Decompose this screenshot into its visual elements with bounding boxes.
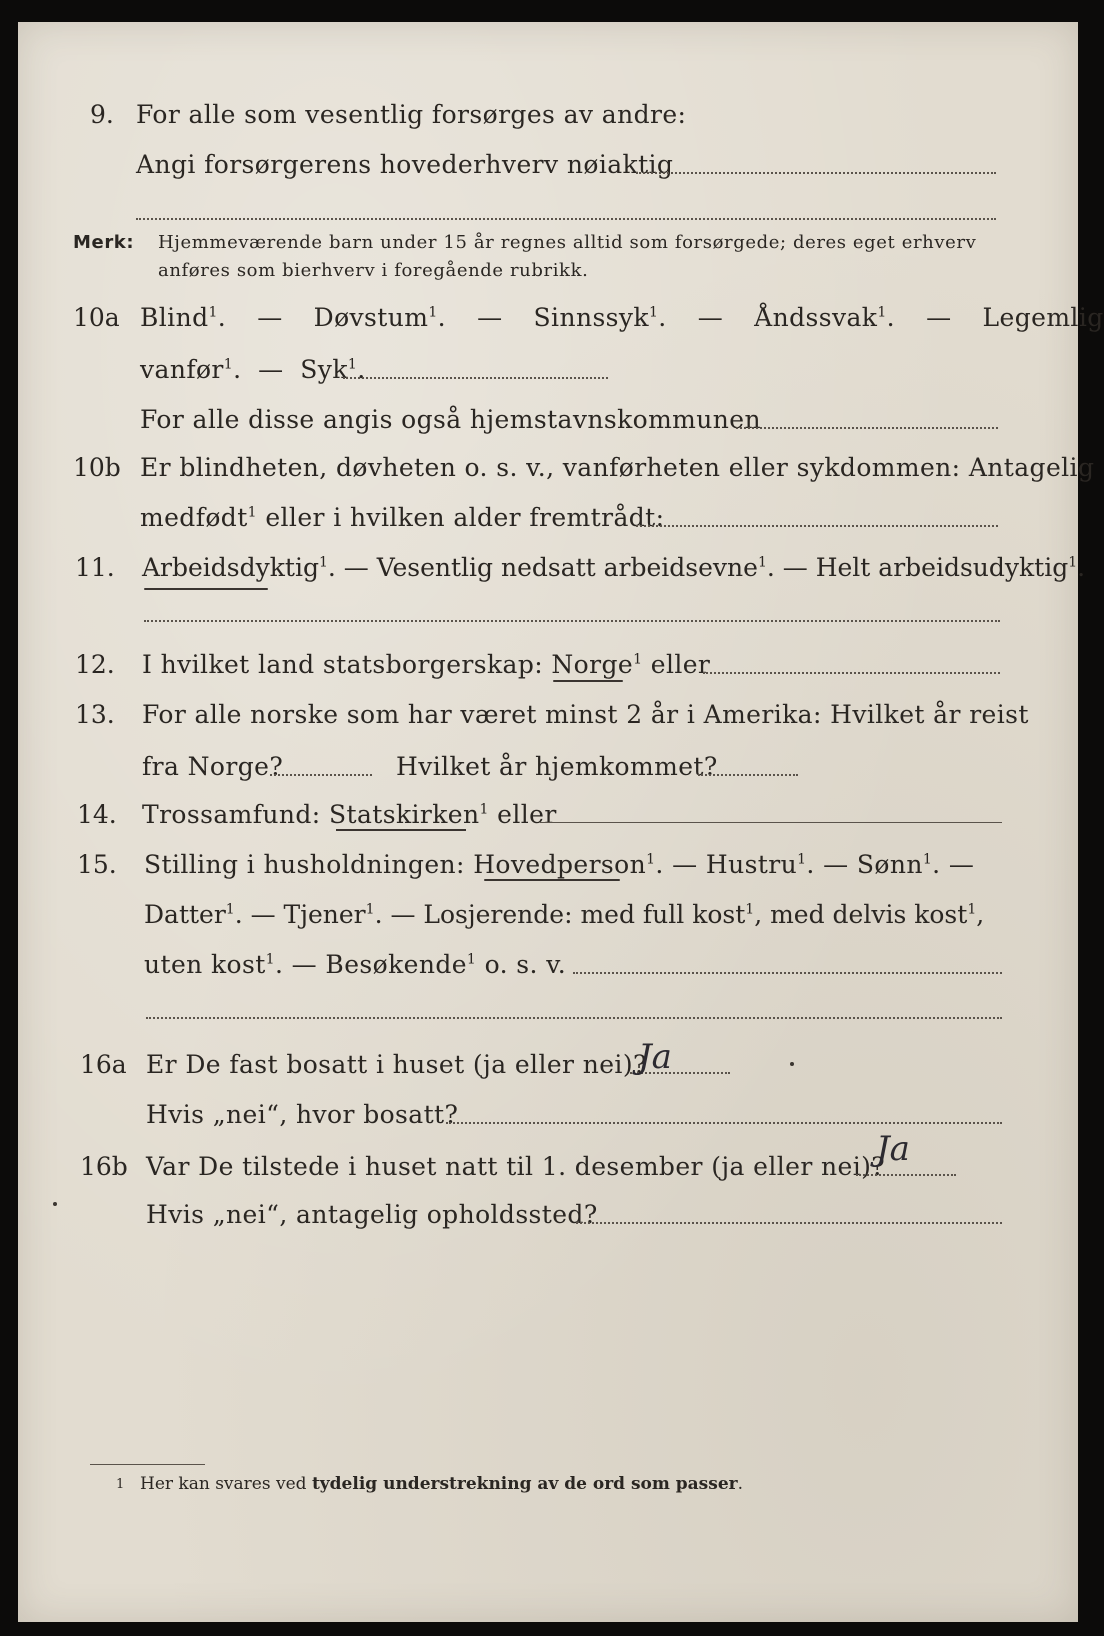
q16b-answer-field[interactable] xyxy=(856,1174,956,1176)
q10a-legemlig: Legemlig xyxy=(982,303,1104,332)
merk-line1: Hjemmeværende barn under 15 år regnes alltid som forsørgede; deres eget erhverv xyxy=(158,232,977,253)
q10b-number: 10b xyxy=(73,453,121,482)
q11-number: 11. xyxy=(75,553,115,582)
q9-line1: For alle som vesentlig forsørges av andre: xyxy=(136,100,687,129)
q15-underline-mark xyxy=(484,879,620,881)
q10a-line1: Blind$^1$. — Døvstum$^1$. — Sinnssyk$^1$. — Åndssvak$^1$. — Legemlig xyxy=(140,303,1104,332)
q15-number: 15. xyxy=(77,850,117,879)
q10a-answer-field[interactable] xyxy=(343,377,608,379)
q15-answer-field-2[interactable] xyxy=(146,1017,1002,1019)
q16a-line1: Er De fast bosatt i huset (ja eller nei)? xyxy=(146,1050,647,1079)
q13-line1: For alle norske som har været minst 2 år i Amerika: Hvilket år reist xyxy=(142,700,1029,729)
q16a-bosatt-field[interactable] xyxy=(446,1122,1002,1124)
q12-underline-mark xyxy=(553,680,623,682)
q11-line: Arbeidsdyktig$^1$. — Vesentlig nedsatt arbeidsevne$^1$. — Helt arbeidsudyktig$^1$. xyxy=(142,553,1086,582)
q10a-hjemstavn-field[interactable] xyxy=(736,427,998,429)
q10a-number: 10a xyxy=(73,303,120,332)
footnote-mark: 1 xyxy=(116,1477,125,1492)
q10b-line1: Er blindheten, døvheten o. s. v., vanførheten eller sykdommen: Antagelig xyxy=(140,453,1095,482)
q13-number: 13. xyxy=(75,700,115,729)
q9-answer-field[interactable] xyxy=(636,172,996,174)
q10a-sinnssyk: Sinnssyk xyxy=(533,303,649,332)
q13-reist-field[interactable] xyxy=(270,774,372,776)
q16a-number: 16a xyxy=(80,1050,127,1079)
q16b-line1: Var De tilstede i huset natt til 1. desember (ja eller nei)? xyxy=(146,1152,886,1181)
ink-speck xyxy=(53,1202,57,1206)
q11-underline-mark xyxy=(144,588,268,590)
q16b-handwritten-answer: Ja xyxy=(876,1129,910,1169)
q16a-handwritten-answer: Ja xyxy=(638,1037,672,1077)
q12-norge: Norge xyxy=(551,650,634,679)
q14-statskirken: Statskirken xyxy=(328,800,480,829)
q12-number: 12. xyxy=(75,650,115,679)
q16b-line2: Hvis „nei“, antagelig opholdssted? xyxy=(146,1200,598,1229)
q10a-line3: For alle disse angis også hjemstavnskommunen xyxy=(140,405,761,434)
q15-line1: Stilling i husholdningen: Hovedperson$^1$. — Hustru$^1$. — Sønn$^1$. — xyxy=(144,850,975,879)
q12-answer-field[interactable] xyxy=(703,672,1000,674)
q14-number: 14. xyxy=(77,800,117,829)
footnote-text: Her kan svares ved tydelig understrekning av de ord som passer. xyxy=(140,1474,743,1494)
q10b-line2: medfødt$^1$ eller i hvilken alder fremtrådt: xyxy=(140,503,665,532)
q13-line2a: fra Norge? xyxy=(142,752,284,781)
q11-arbeidsdyktig: Arbeidsdyktig xyxy=(142,553,319,582)
q15-line3: uten kost$^1$. — Besøkende$^1$ o. s. v. xyxy=(144,950,567,979)
q15-line2: Datter$^1$. — Tjener$^1$. — Losjerende: med full kost$^1$, med delvis kost$^1$, xyxy=(144,900,985,929)
merk-line2: anføres som bierhverv i foregående rubrikk. xyxy=(158,260,589,281)
footnote-rule xyxy=(90,1464,205,1465)
q10b-answer-field[interactable] xyxy=(636,525,998,527)
q10a-blind: Blind xyxy=(140,303,209,332)
q16a-line2: Hvis „nei“, hvor bosatt? xyxy=(146,1100,459,1129)
q9-line2: Angi forsørgerens hovederhverv nøiaktig xyxy=(136,150,674,179)
q10a-andssvak: Åndssvak xyxy=(754,303,878,332)
q16b-opholdssted-field[interactable] xyxy=(576,1222,1002,1224)
q10a-dovstum: Døvstum xyxy=(313,303,429,332)
q14-line: Trossamfund: Statskirken$^1$ eller xyxy=(142,800,557,829)
ink-speck xyxy=(790,1062,794,1066)
q12-line: I hvilket land statsborgerskap: Norge$^1$ eller xyxy=(142,650,711,679)
merk-label: Merk: xyxy=(73,232,135,253)
q13-hjemkommet-field[interactable] xyxy=(698,774,798,776)
q9-answer-field-2[interactable] xyxy=(136,218,996,220)
q14-underline-mark xyxy=(336,829,466,831)
q13-line2b: Hvilket år hjemkommet? xyxy=(396,752,718,781)
q15-hovedperson: Hovedperson xyxy=(473,850,647,879)
q11-answer-field[interactable] xyxy=(144,620,1000,622)
q14-answer-field[interactable] xyxy=(540,822,1002,823)
q10a-line2: vanfør$^1$. — Syk$^1$. xyxy=(140,355,366,384)
q16b-number: 16b xyxy=(80,1152,128,1181)
census-form-page xyxy=(18,22,1104,1622)
q15-answer-field[interactable] xyxy=(573,972,1002,974)
q9-number: 9. xyxy=(90,100,114,129)
